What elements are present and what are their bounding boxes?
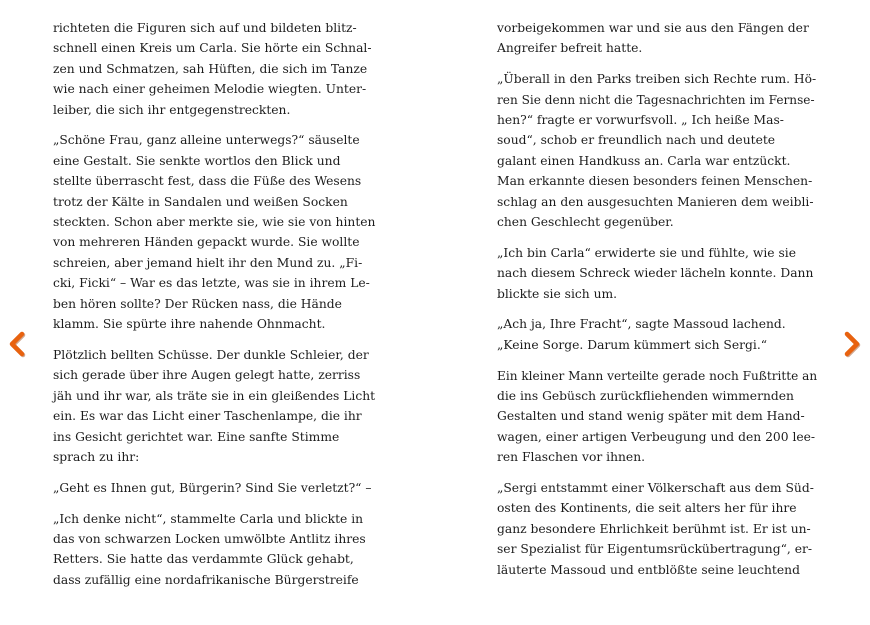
chevron-right-icon [840,329,864,359]
text-line: von mehreren Händen gepackt wurde. Sie wollte [53,235,360,250]
paragraph [53,478,375,498]
text-line: „Ach ja, Ihre Fracht“, sagte Massoud lachend. [497,317,786,332]
text-line: zen und Schmatzen, sah Hüften, die sich im Tanze [53,61,368,76]
next-page-button[interactable] [840,329,864,359]
text-line: „Sergi entstammt einer Völkerschaft aus dem Süd- [497,481,814,496]
text-line: sich gerade über ihre Augen gelegt hatte, zerriss [53,368,361,383]
text-line: „Keine Sorge. Darum kümmert sich Sergi.“ [497,337,768,352]
text-line: Retters. Sie hatte das verdammte Glück gehabt, [53,552,354,567]
text-line: ben hören sollte? Der Rücken nass, die Hände [53,296,342,311]
text-line: schnell einen Kreis um Carla. Sie hörte ein Schnal- [53,41,372,56]
text-line: ein. Es war das Licht einer Taschenlampe, die ihr [53,409,362,424]
text-line: wie nach einer geheimen Melodie wiegten. Unter- [53,82,367,97]
text-line: Gestalten und stand wenig später mit dem Hand- [497,409,805,424]
text-line: cki, Ficki“ – War es das letzte, was sie in ihrem Le- [53,276,370,291]
paragraph [497,18,819,59]
text-line: ren Sie denn nicht die Tagesnachrichten im Fernse- [497,92,815,107]
text-line: sprach zu ihr: [53,449,140,464]
paragraph [53,18,375,120]
paragraph [497,243,819,304]
text-line: „Ich bin Carla“ erwiderte sie und fühlte, wie sie [497,245,796,260]
paragraph [497,69,819,232]
text-line: galant einen Handkuss an. Carla war entzückt. [497,153,791,168]
text-line: „Geht es Ihnen gut, Bürgerin? Sind Sie verletzt?“ – [53,480,372,495]
text-line: osten des Kontinents, die seit alters her für ihre [497,501,797,516]
text-line: dass zufällig eine nordafrikanische Bürgerstreife [53,572,359,587]
text-line: richteten die Figuren sich auf und bildeten blitz- [53,21,357,35]
text-line: chen Geschlecht gegenüber. [497,215,674,230]
text-line: läuterte Massoud und entblößte seine leuchtend [497,562,800,577]
text-line: schlag an den ausgesuchten Manieren dem weibli- [497,194,814,209]
text-line: eine Gestalt. Sie senkte wortlos den Blick und [53,153,341,168]
text-line: soud“, schob er freundlich nach und deutete [497,133,776,148]
text-line: Angreifer befreit hatte. [497,41,643,56]
paragraph [497,314,819,355]
text-line: Ein kleiner Mann verteilte gerade noch Fußtritte an [497,368,818,383]
text-line: das von schwarzen Locken umwölbte Antlitz ihres [53,531,366,546]
text-line: hen?“ fragte er vorwurfsvoll. „ Ich heiße Mas- [497,113,784,128]
right-page [497,18,819,591]
text-line: klamm. Sie spürte ihre nahende Ohnmacht. [53,317,326,332]
text-line: schreien, aber jemand hielt ihr den Mund zu. „Fi- [53,255,363,270]
text-line: blickte sie sich um. [497,286,618,301]
text-line: ins Gesicht gerichtet war. Eine sanfte Stimme [53,429,340,444]
paragraph [497,478,819,580]
text-line: ren Flaschen vor ihnen. [497,450,646,465]
text-line: trotz der Kälte in Sandalen und weißen Socken [53,194,348,209]
text-line: jäh und ihr war, als träte sie in ein gleißendes Licht [53,388,376,403]
previous-page-button[interactable] [5,329,29,359]
paragraph [53,509,375,591]
text-line: steckten. Schon aber merkte sie, wie sie von hinten [53,215,376,230]
text-line: die ins Gebüsch zurückfliehenden wimmernden [497,389,794,404]
text-line: Plötzlich bellten Schüsse. Der dunkle Schleier, der [53,347,369,362]
paragraph [53,345,375,467]
text-line: ganz besondere Ehrlichkeit berühmt ist. Er ist un- [497,521,811,536]
left-page [53,18,375,601]
text-line: Man erkannte diesen besonders feinen Menschen- [497,174,813,189]
paragraph [53,130,375,334]
text-line: ser Spezialist für Eigentumsrückübertragung“, er- [497,542,813,557]
paragraph [497,366,819,468]
chevron-left-icon [5,329,29,359]
text-line: „Überall in den Parks treiben sich Rechte rum. Hö- [497,72,817,87]
text-line: vorbeigekommen war und sie aus den Fängen der [497,21,809,35]
text-line: leiber, die sich ihr entgegenstreckten. [53,102,291,117]
text-line: „Ich denke nicht“, stammelte Carla und blickte in [53,511,364,526]
text-line: stellte überrascht fest, dass die Füße des Wesens [53,174,362,189]
text-line: „Schöne Frau, ganz alleine unterwegs?“ säuselte [53,133,360,148]
text-line: wagen, einer artigen Verbeugung und den 200 lee- [497,429,816,444]
text-line: nach diesem Schreck wieder lächeln konnte. Dann [497,266,814,281]
